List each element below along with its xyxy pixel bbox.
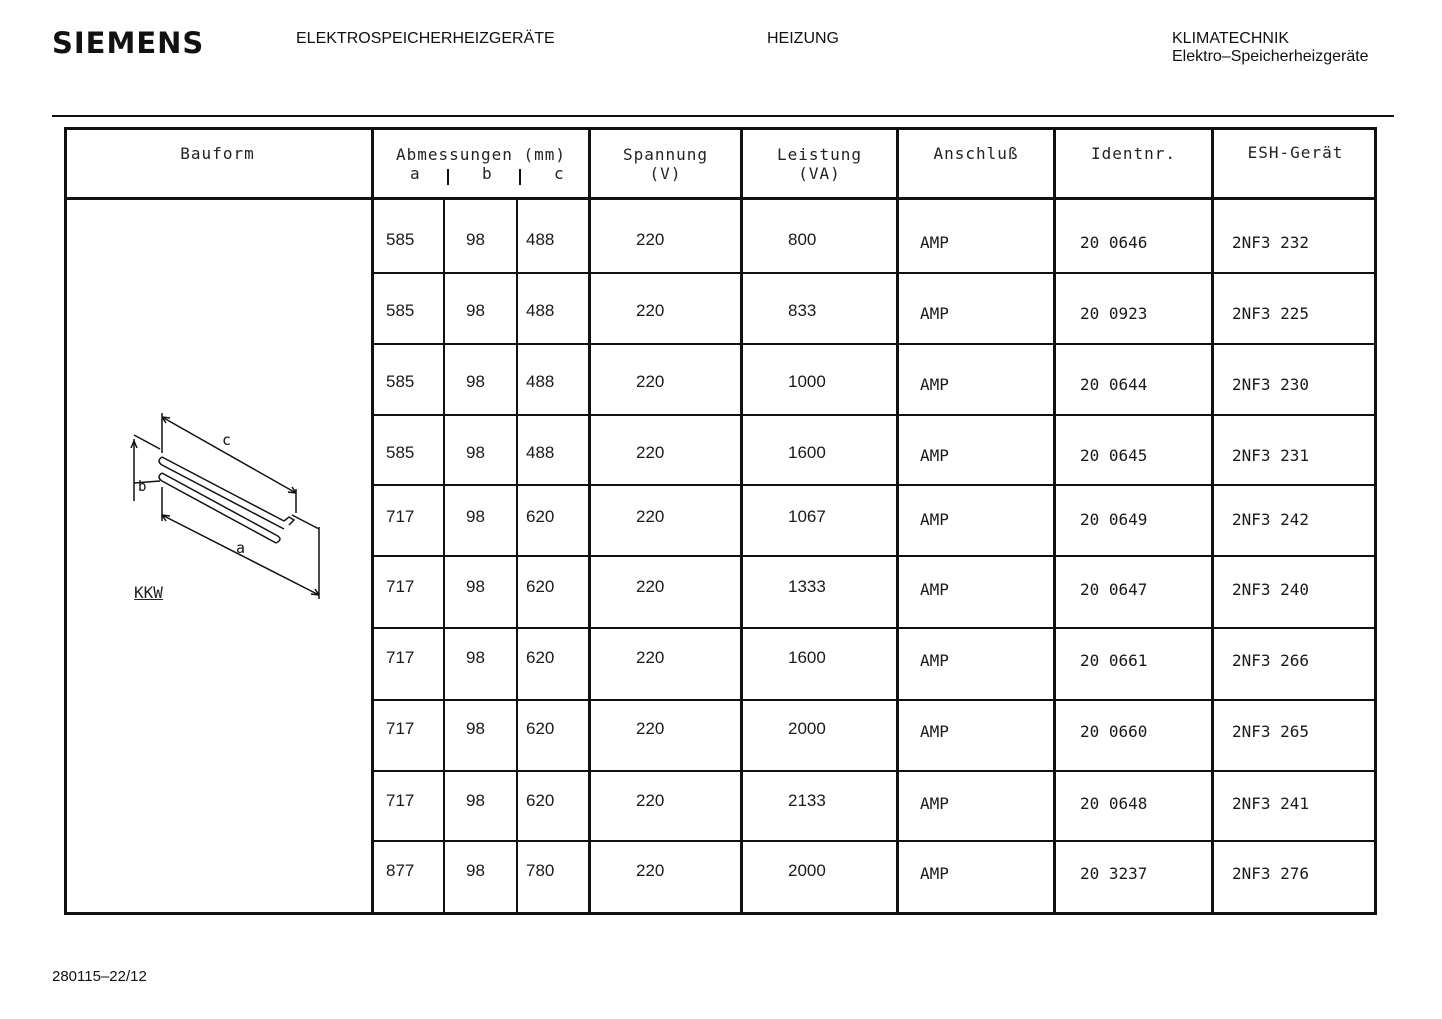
cell-dim-b: 98 bbox=[466, 861, 485, 880]
cell-anschluss: AMP bbox=[920, 375, 949, 394]
header-rule bbox=[52, 115, 1394, 117]
cell-spannung: 220 bbox=[636, 372, 665, 391]
cell-identnr: 20 0648 bbox=[1080, 794, 1148, 813]
cell-dim-c: 488 bbox=[526, 443, 555, 462]
row-divider bbox=[371, 484, 1377, 486]
cell-spannung: 220 bbox=[636, 577, 665, 596]
bauform-label: KKW bbox=[134, 583, 163, 602]
column-divider bbox=[371, 127, 374, 915]
cell-spannung: 220 bbox=[636, 791, 665, 810]
column-divider bbox=[1211, 127, 1214, 915]
cell-leistung: 833 bbox=[788, 301, 817, 320]
cell-dim-c: 488 bbox=[526, 301, 555, 320]
cell-spannung: 220 bbox=[636, 648, 665, 667]
cell-anschluss: AMP bbox=[920, 864, 949, 883]
header-bauform: Bauform bbox=[180, 144, 255, 163]
header-dim-c: c bbox=[554, 164, 564, 183]
cell-anschluss: AMP bbox=[920, 304, 949, 323]
header-esh: ESH-Gerät bbox=[1247, 143, 1344, 162]
cell-dim-a: 585 bbox=[386, 372, 415, 391]
header-abmessungen: Abmessungen (mm) bbox=[395, 145, 567, 164]
cell-dim-b: 98 bbox=[466, 648, 485, 667]
cell-spannung: 220 bbox=[636, 230, 665, 249]
dim-tick bbox=[447, 169, 449, 185]
cell-dim-b: 98 bbox=[466, 230, 485, 249]
header-anschluss: Anschluß bbox=[933, 144, 1019, 163]
cell-esh: 2NF3 242 bbox=[1232, 510, 1310, 529]
column-divider bbox=[588, 127, 591, 915]
cell-dim-b: 98 bbox=[466, 791, 485, 810]
cell-dim-b: 98 bbox=[466, 301, 485, 320]
cell-dim-c: 488 bbox=[526, 372, 555, 391]
division-line-2: Elektro–Speicherheizgeräte bbox=[1172, 48, 1369, 65]
cell-esh: 2NF3 240 bbox=[1232, 580, 1310, 599]
cell-identnr: 20 0660 bbox=[1080, 722, 1148, 741]
cell-anschluss: AMP bbox=[920, 722, 949, 741]
column-divider bbox=[896, 127, 899, 915]
drawing-label-b: b bbox=[138, 479, 147, 495]
cell-spannung: 220 bbox=[636, 301, 665, 320]
cell-leistung: 1600 bbox=[788, 443, 826, 462]
cell-dim-b: 98 bbox=[466, 577, 485, 596]
drawing-label-c: c bbox=[222, 431, 232, 449]
cell-dim-b: 98 bbox=[466, 507, 485, 526]
cell-dim-a: 717 bbox=[386, 507, 415, 526]
cell-dim-b: 98 bbox=[466, 443, 485, 462]
row-divider bbox=[371, 840, 1377, 842]
cell-esh: 2NF3 232 bbox=[1232, 233, 1310, 252]
drawing-label-a: a bbox=[236, 539, 246, 557]
cell-dim-b: 98 bbox=[466, 372, 485, 391]
cell-dim-a: 717 bbox=[386, 719, 415, 738]
cell-dim-a: 585 bbox=[386, 301, 415, 320]
header-identnr: Identnr. bbox=[1090, 144, 1177, 163]
row-divider bbox=[371, 699, 1377, 701]
category-title: ELEKTROSPEICHERHEIZGERÄTE bbox=[296, 30, 555, 47]
cell-dim-a: 717 bbox=[386, 577, 415, 596]
header-spannung bbox=[591, 145, 740, 183]
cell-spannung: 220 bbox=[636, 861, 665, 880]
cell-esh: 2NF3 241 bbox=[1232, 794, 1310, 813]
cell-leistung: 800 bbox=[788, 230, 817, 249]
header-dim-b: b bbox=[482, 164, 492, 183]
row-divider bbox=[371, 272, 1377, 274]
cell-identnr: 20 0646 bbox=[1080, 233, 1148, 252]
cell-identnr: 20 0645 bbox=[1080, 446, 1148, 465]
cell-esh: 2NF3 265 bbox=[1232, 722, 1310, 741]
cell-leistung: 2000 bbox=[788, 861, 826, 880]
cell-leistung: 1000 bbox=[788, 372, 826, 391]
header-spannung-label: Spannung bbox=[622, 145, 709, 164]
cell-identnr: 20 0649 bbox=[1080, 510, 1148, 529]
cell-leistung: 2133 bbox=[788, 791, 826, 810]
header-leistung-label: Leistung bbox=[776, 145, 863, 164]
header-leistung bbox=[743, 145, 896, 183]
heater-dimension-drawing bbox=[126, 403, 326, 603]
cell-dim-a: 585 bbox=[386, 443, 415, 462]
cell-dim-c: 620 bbox=[526, 719, 555, 738]
cell-identnr: 20 0923 bbox=[1080, 304, 1148, 323]
cell-dim-c: 620 bbox=[526, 577, 555, 596]
cell-esh: 2NF3 231 bbox=[1232, 446, 1310, 465]
brand-logo: SIEMENS bbox=[52, 26, 205, 60]
column-divider bbox=[1053, 127, 1056, 915]
row-divider bbox=[371, 770, 1377, 772]
header-divider bbox=[64, 197, 1377, 200]
header-leistung-unit: (VA) bbox=[798, 164, 841, 183]
column-divider bbox=[740, 127, 743, 915]
cell-spannung: 220 bbox=[636, 507, 665, 526]
cell-dim-a: 877 bbox=[386, 861, 415, 880]
header-dim-a: a bbox=[410, 164, 420, 183]
cell-dim-c: 488 bbox=[526, 230, 555, 249]
cell-dim-b: 98 bbox=[466, 719, 485, 738]
cell-anschluss: AMP bbox=[920, 510, 949, 529]
row-divider bbox=[371, 343, 1377, 345]
cell-spannung: 220 bbox=[636, 719, 665, 738]
cell-identnr: 20 3237 bbox=[1080, 864, 1148, 883]
cell-dim-c: 780 bbox=[526, 861, 555, 880]
cell-dim-a: 717 bbox=[386, 791, 415, 810]
cell-leistung: 2000 bbox=[788, 719, 826, 738]
section-title: HEIZUNG bbox=[767, 30, 839, 47]
cell-leistung: 1333 bbox=[788, 577, 826, 596]
cell-esh: 2NF3 276 bbox=[1232, 864, 1310, 883]
cell-dim-c: 620 bbox=[526, 507, 555, 526]
cell-spannung: 220 bbox=[636, 443, 665, 462]
row-divider bbox=[371, 555, 1377, 557]
cell-dim-a: 717 bbox=[386, 648, 415, 667]
document-number: 280115–22/12 bbox=[52, 968, 147, 985]
cell-dim-c: 620 bbox=[526, 791, 555, 810]
cell-anschluss: AMP bbox=[920, 651, 949, 670]
cell-esh: 2NF3 225 bbox=[1232, 304, 1310, 323]
division-line-1: KLIMATECHNIK bbox=[1172, 30, 1290, 47]
parts-table bbox=[64, 127, 1377, 915]
cell-identnr: 20 0644 bbox=[1080, 375, 1148, 394]
cell-anschluss: AMP bbox=[920, 446, 949, 465]
cell-dim-c: 620 bbox=[526, 648, 555, 667]
header-spannung-unit: (V) bbox=[649, 164, 682, 183]
dim-tick bbox=[519, 169, 521, 185]
cell-leistung: 1067 bbox=[788, 507, 826, 526]
cell-dim-a: 585 bbox=[386, 230, 415, 249]
row-divider bbox=[371, 414, 1377, 416]
row-divider bbox=[371, 627, 1377, 629]
cell-anschluss: AMP bbox=[920, 580, 949, 599]
cell-identnr: 20 0661 bbox=[1080, 651, 1148, 670]
cell-anschluss: AMP bbox=[920, 233, 949, 252]
cell-anschluss: AMP bbox=[920, 794, 949, 813]
cell-esh: 2NF3 230 bbox=[1232, 375, 1310, 394]
cell-leistung: 1600 bbox=[788, 648, 826, 667]
cell-esh: 2NF3 266 bbox=[1232, 651, 1310, 670]
division-title bbox=[1172, 30, 1369, 66]
cell-identnr: 20 0647 bbox=[1080, 580, 1148, 599]
